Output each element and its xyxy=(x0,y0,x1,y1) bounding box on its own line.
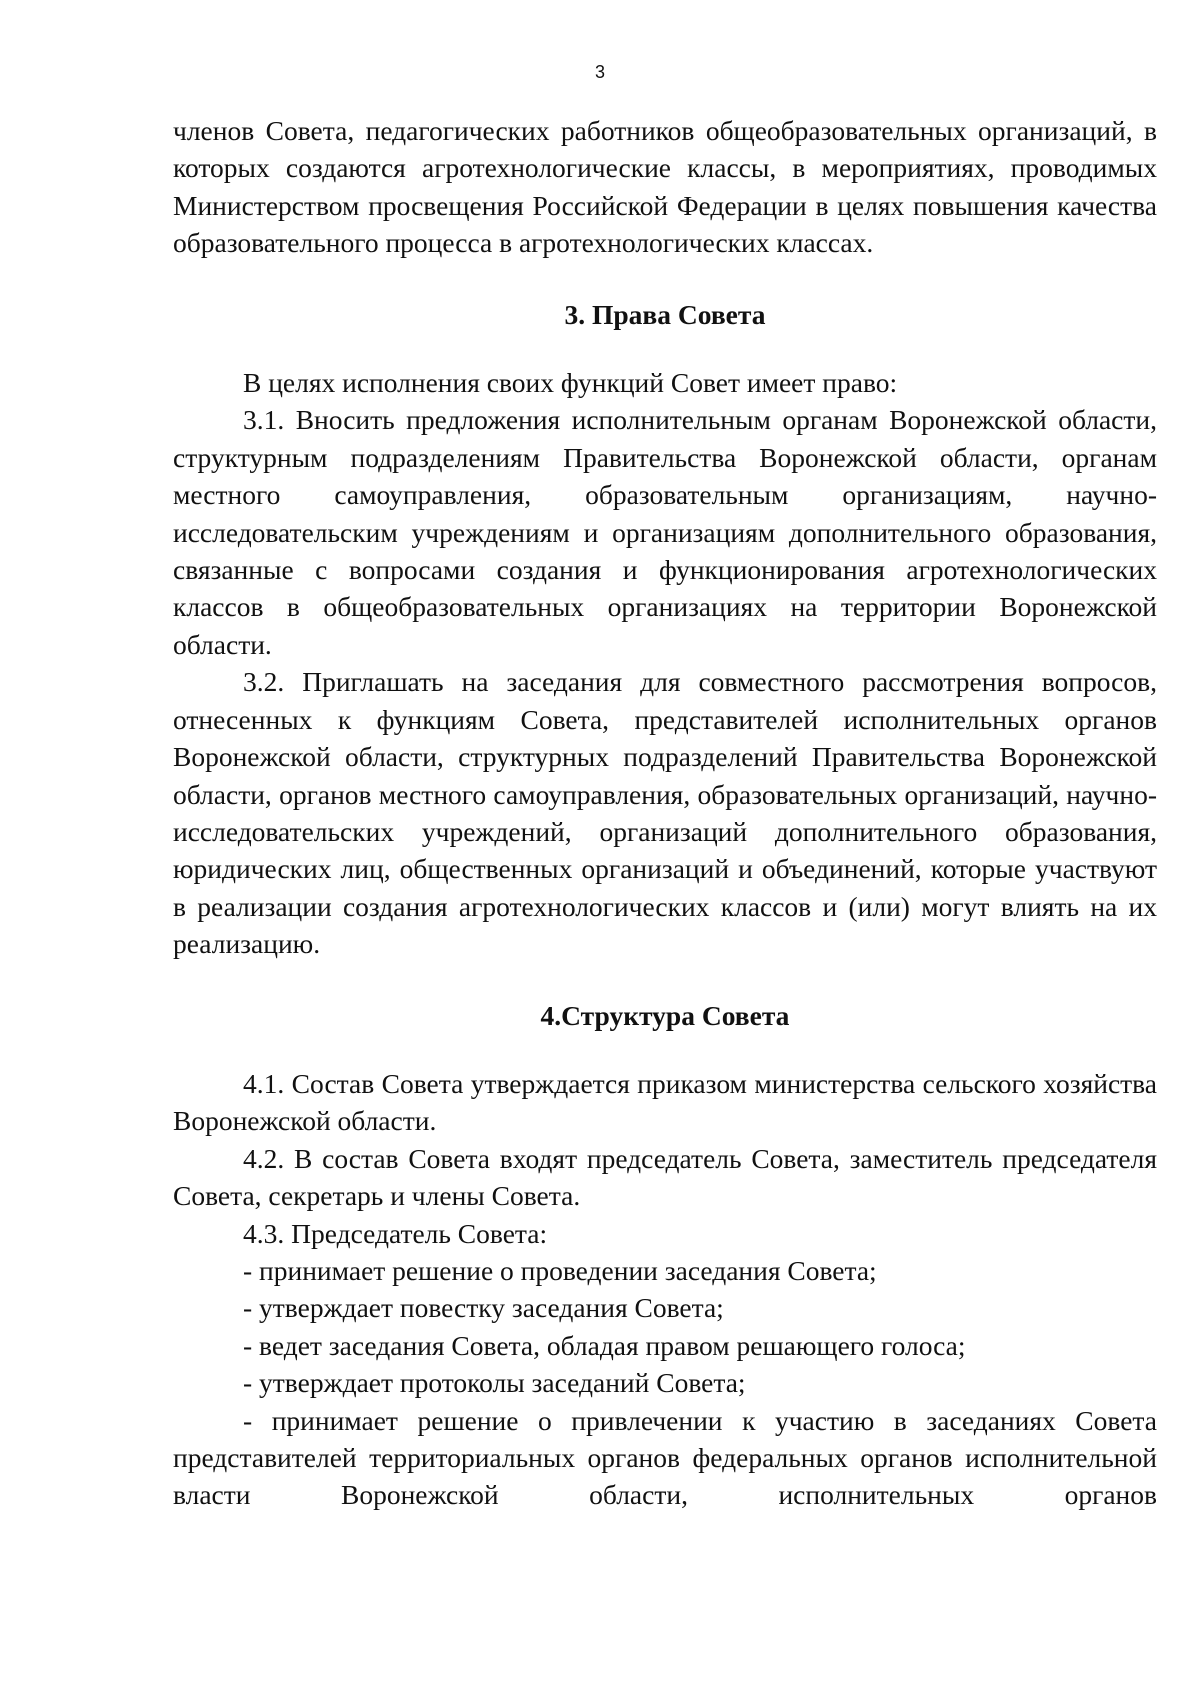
section-3-title: 3. Права Совета xyxy=(564,298,766,330)
section-3-intro: В целях исполнения своих функций Совет имеет право: xyxy=(243,367,898,399)
section-4-title: 4.Структура Совета xyxy=(540,999,790,1031)
chairman-duty-item: - принимает решение о проведении заседания Совета; xyxy=(243,1254,877,1286)
chairman-duty-item: - утверждает повестку заседания Совета; xyxy=(243,1292,724,1324)
chairman-duty-item: - принимает решение о привлечении к участию в заседаниях Совета представителей территориальных органов федеральных органов исполнительной власти Воронежской области, исполнительных органов xyxy=(173,1404,1157,1511)
paragraph-continuation: членов Совета, педагогических работников общеобразовательных организаций, в которых создаются агротехнологические классы, в мероприятиях, проводимых Министерством просвещения Российской Федерации в целях повышения качества образовательного процесса в агротехнологических классах. xyxy=(173,115,1157,259)
clause-3-1: 3.1. Вносить предложения исполнительным органам Воронежской области, структурным подразделениям Правительства Воронежской области, органам местного самоуправления, образовательным организациям, научно-исследовательским учреждениям и организациям дополнительного образования, связанные с вопросами создания и функционирования агротехнологических классов в общеобразовательных организациях на территории Воронежской области. xyxy=(173,404,1157,660)
document-body xyxy=(173,112,1157,1514)
chairman-duty-item: - ведет заседания Совета, обладая правом решающего голоса; xyxy=(243,1329,966,1361)
clause-4-3: 4.3. Председатель Совета: xyxy=(243,1217,548,1249)
chairman-duty-item: - утверждает протоколы заседаний Совета; xyxy=(243,1367,746,1399)
clause-4-1: 4.1. Состав Совета утверждается приказом министерства сельского хозяйства Воронежской области. xyxy=(173,1067,1157,1137)
clause-4-2: 4.2. В состав Совета входят председатель Совета, заместитель председателя Совета, секретарь и члены Совета. xyxy=(173,1142,1157,1212)
page-number: 3 xyxy=(594,62,605,82)
clause-3-2: 3.2. Приглашать на заседания для совместного рассмотрения вопросов, отнесенных к функциям Совета, представителей исполнительных органов Воронежской области, структурных подразделений Правительства Воронежской области, органов местного самоуправления, образовательных организаций, научно-исследовательских учреждений, организаций дополнительного образования, юридических лиц, общественных организаций и объединений, которые участвуют в реализации создания агротехнологических классов и (или) могут влиять на их реализацию. xyxy=(173,666,1157,960)
